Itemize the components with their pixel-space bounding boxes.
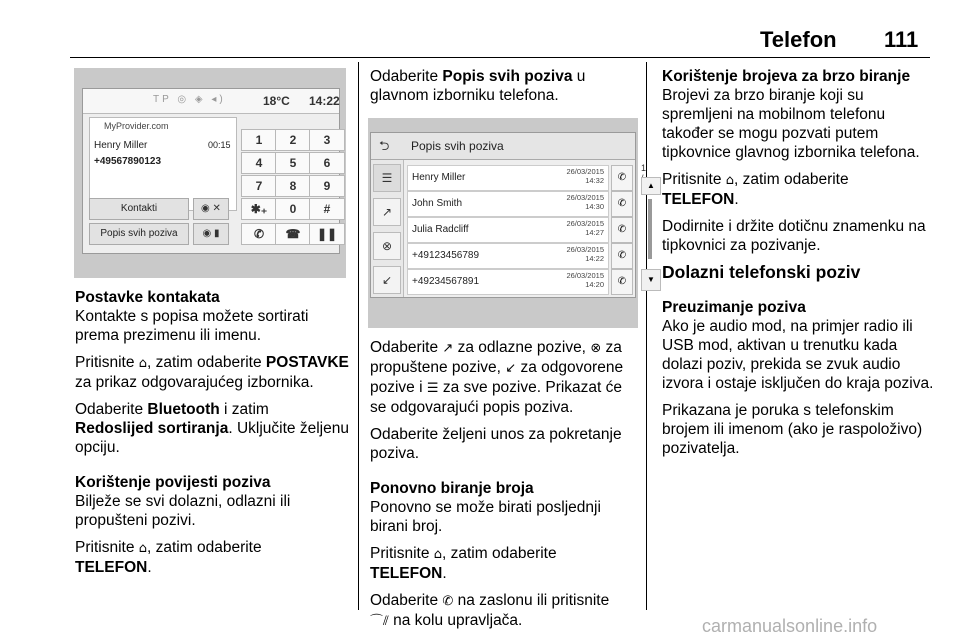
received-calls-filter-icon[interactable]: ↙ — [373, 266, 401, 294]
section-heading: Preuzimanje poziva — [662, 299, 806, 316]
outgoing-calls-filter-icon[interactable]: ↗ — [373, 198, 401, 226]
column-1 — [75, 288, 350, 585]
section-heading: Korištenje povijesti poziva — [75, 474, 271, 491]
paragraph: Kontakte s popisa možete sortirati prema prezimenu ili imenu. — [75, 308, 309, 344]
call-button[interactable]: ✆ — [611, 243, 633, 269]
call-entry-name: John Smith — [412, 198, 463, 209]
call-button[interactable]: ✆ — [611, 191, 633, 217]
mute-mic-button[interactable]: ◉ ✕ — [193, 198, 229, 220]
page-header-title: Telefon — [760, 27, 837, 52]
call-list-row[interactable] — [407, 217, 609, 243]
paragraph: Brojevi za brzo biranje koji su spremljeni na mobilnom telefonu također se mogu pozvati putem tipkovnice glavnog izbornika telefona. — [662, 87, 920, 161]
clock: 14:22 — [309, 94, 340, 108]
call-entry-datetime: 26/03/2015 14:20 — [566, 271, 604, 289]
keypad-key[interactable]: 9 — [309, 175, 345, 197]
call-entry-datetime: 26/03/2015 14:32 — [566, 167, 604, 185]
home-icon: ⌂ — [433, 547, 443, 562]
handsfree-button[interactable]: ◉ ▮ — [193, 223, 229, 245]
column-2-intro — [370, 67, 640, 113]
paragraph: Prikazana je poruka s telefonskim brojem ili imenom (ako je raspoloživo) pozivatelja. — [662, 402, 923, 457]
contacts-button[interactable]: Kontakti — [89, 198, 189, 220]
keypad-key[interactable]: 3 — [309, 129, 345, 151]
call-list-row[interactable] — [407, 165, 609, 191]
received-calls-icon: ↙ — [505, 361, 517, 376]
call-entry-name: Henry Miller — [412, 172, 466, 183]
caller-number: +49567890123 — [94, 156, 162, 167]
hold-icon[interactable]: ❚❚ — [309, 223, 345, 245]
call-entry-name: +49234567891 — [412, 276, 480, 287]
paragraph: Odaberite željeni unos za pokretanje poziva. — [370, 426, 622, 462]
caller-name: Henry Miller — [94, 140, 148, 151]
section-title: Dolazni telefonski poziv — [662, 262, 861, 282]
call-list-screen — [370, 132, 655, 298]
temperature: 18°C — [263, 94, 290, 108]
call-entry-datetime: 26/03/2015 14:27 — [566, 219, 604, 237]
call-list-row[interactable] — [407, 243, 609, 269]
section-heading: Postavke kontakata — [75, 289, 220, 306]
missed-calls-icon: ⊗ — [590, 341, 602, 356]
paragraph: Odaberite Bluetooth i zatim Redoslijed sortiranja. Uključite željenu opciju. — [75, 401, 349, 456]
figure-phone-keypad — [74, 68, 346, 278]
back-icon[interactable]: ⮌ — [379, 138, 390, 153]
call-icon[interactable]: ✆ — [241, 223, 277, 245]
paragraph: Ako je audio mod, na primjer radio ili USB mod, aktivan u trenutku kada dolazi poziv, prekida se zvuk audio izvora i ostaje isključen do kraja poziva. — [662, 318, 934, 392]
paragraph: Dodirnite i držite dotičnu znamenku na tipkovnici za pozivanje. — [662, 218, 926, 254]
call-filter-sidebar — [371, 160, 404, 297]
call-button[interactable]: ✆ — [611, 165, 633, 191]
call-list-row[interactable] — [407, 191, 609, 217]
watermark: carmanualsonline.info — [702, 616, 878, 636]
paragraph: Ponovno se može birati posljednji birani broj. — [370, 499, 601, 535]
paragraph: Odaberite ↗ za odlazne pozive, ⊗ za propuštene pozive, ↙ za odgovorene pozive i ☰ za sve pozive. Prikazat će se odgovarajući popis poziva. — [370, 339, 624, 416]
paragraph: Pritisnite ⌂, zatim odaberite TELEFON. — [662, 171, 849, 208]
scroll-down-icon[interactable]: ▼ — [641, 269, 661, 291]
provider-name: MyProvider.com — [104, 121, 169, 131]
call-duration: 00:15 — [208, 140, 231, 150]
phone-screen — [82, 88, 340, 254]
status-icons: TP ◎ ◈ ◂) — [153, 94, 226, 105]
paragraph: Pritisnite ⌂, zatim odaberite TELEFON. — [75, 539, 262, 576]
page-number: 111 — [884, 27, 919, 52]
steering-phone-icon: ⌒⫽ — [370, 614, 389, 629]
scroll-up-icon[interactable]: ▲ — [641, 177, 661, 195]
call-entry-name: Julia Radcliff — [412, 224, 469, 235]
keypad-key[interactable]: 4 — [241, 152, 277, 174]
keypad-key[interactable]: 0 — [275, 198, 311, 220]
keypad-key[interactable]: 2 — [275, 129, 311, 151]
keypad-key[interactable]: 7 — [241, 175, 277, 197]
keypad-key[interactable]: ✱₊ — [241, 198, 277, 220]
keypad-key[interactable]: 6 — [309, 152, 345, 174]
call-button[interactable]: ✆ — [611, 269, 633, 295]
all-calls-icon: ☰ — [426, 381, 439, 396]
keypad-key[interactable]: 5 — [275, 152, 311, 174]
keypad-key[interactable]: # — [309, 198, 345, 220]
call-info-panel — [89, 117, 237, 211]
paragraph: Pritisnite ⌂, zatim odaberite TELEFON. — [370, 545, 557, 582]
home-icon: ⌂ — [725, 173, 735, 188]
paragraph: Bilježe se svi dolazni, odlazni ili propušteni pozivi. — [75, 493, 291, 529]
all-calls-filter-icon[interactable]: ☰ — [373, 164, 401, 192]
keypad-key[interactable]: 8 — [275, 175, 311, 197]
header-rule — [70, 57, 930, 58]
missed-calls-filter-icon[interactable]: ⊗ — [373, 232, 401, 260]
home-icon: ⌂ — [138, 541, 148, 556]
column-2 — [370, 338, 642, 639]
call-entry-datetime: 26/03/2015 14:22 — [566, 245, 604, 263]
status-bar — [83, 89, 339, 114]
home-icon: ⌂ — [138, 356, 148, 371]
figure-call-list — [368, 118, 655, 328]
call-list-title: Popis svih poziva — [411, 139, 504, 153]
section-heading: Korištenje brojeva za brzo biranje — [662, 68, 911, 85]
phone-icon: ✆ — [442, 594, 454, 609]
page-indicator: 1 — [641, 163, 647, 173]
call-button[interactable]: ✆ — [611, 217, 633, 243]
column-3 — [662, 67, 937, 466]
paragraph: Pritisnite ⌂, zatim odaberite POSTAVKE za prikaz odgovarajućeg izbornika. — [75, 354, 349, 391]
hang-up-icon[interactable]: ☎ — [275, 223, 311, 245]
section-heading: Ponovno biranje broja — [370, 480, 534, 497]
scrollbar[interactable] — [648, 199, 652, 259]
column-rule — [646, 62, 647, 610]
outgoing-calls-icon: ↗ — [442, 341, 454, 356]
call-entry-name: +49123456789 — [412, 250, 480, 261]
call-list-row[interactable] — [407, 269, 609, 295]
column-rule — [358, 62, 359, 610]
paragraph: Odaberite Popis svih poziva u glavnom izborniku telefona. — [370, 68, 586, 104]
call-entry-datetime: 26/03/2015 14:30 — [566, 193, 604, 211]
paragraph: Odaberite ✆ na zaslonu ili pritisnite ⌒⫽ na kolu upravljača. — [370, 592, 610, 629]
call-list-header — [371, 133, 635, 160]
all-calls-button[interactable]: Popis svih poziva — [89, 223, 189, 245]
keypad-key[interactable]: 1 — [241, 129, 277, 151]
